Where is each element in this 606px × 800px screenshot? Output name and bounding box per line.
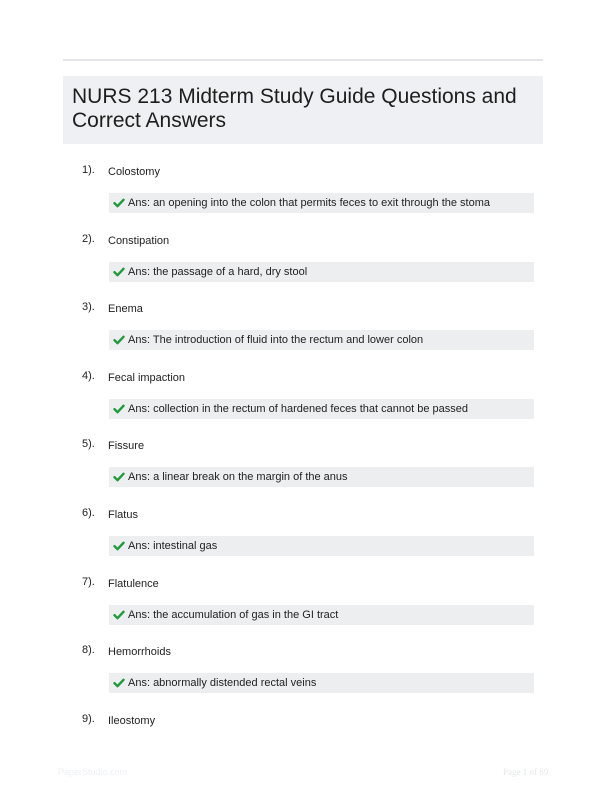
question-term: Constipation xyxy=(108,234,170,247)
question-term: Colostomy xyxy=(108,166,160,178)
question-item xyxy=(0,713,606,773)
answer-box xyxy=(109,605,534,625)
answer-text: Ans: abnormally distended rectal veins xyxy=(128,677,317,690)
question-item xyxy=(0,576,606,636)
answer-box xyxy=(109,193,534,213)
check-icon xyxy=(113,266,125,278)
check-icon xyxy=(113,334,125,346)
question-number: 4). xyxy=(82,369,95,382)
answer-text: Ans: an opening into the colon that permits feces to exit through the stoma xyxy=(128,197,490,209)
question-term: Ileostomy xyxy=(108,714,156,727)
check-icon xyxy=(113,609,125,621)
question-term: Enema xyxy=(108,303,143,316)
question-term: Flatus xyxy=(108,509,138,521)
answer-box xyxy=(109,536,534,556)
document-title: NURS 213 Midterm Study Guide Questions and Correct Answers xyxy=(72,85,517,132)
answer-text: Ans: the accumulation of gas in the GI tract xyxy=(128,608,339,621)
answer-box xyxy=(109,330,534,350)
top-rule xyxy=(63,59,543,61)
answer-text: Ans: intestinal gas xyxy=(128,540,218,552)
check-icon xyxy=(113,197,125,209)
question-number: 2). xyxy=(82,232,95,245)
check-icon xyxy=(113,471,125,483)
question-number: 8). xyxy=(82,644,95,657)
question-item xyxy=(0,164,606,224)
question-term: Hemorrhoids xyxy=(108,646,171,659)
footer-page-number: Page 1 of 69 xyxy=(503,767,549,777)
question-term: Fissure xyxy=(108,440,145,453)
answer-box xyxy=(109,673,534,693)
answer-text: Ans: collection in the rectum of hardened feces that cannot be passed xyxy=(128,402,468,415)
question-number: 1). xyxy=(82,164,95,176)
question-item xyxy=(0,438,606,498)
title-box xyxy=(63,76,543,144)
question-item xyxy=(0,370,606,430)
check-icon xyxy=(113,540,125,552)
question-term: Fecal impaction xyxy=(108,371,186,384)
check-icon xyxy=(113,677,125,689)
question-number: 9). xyxy=(82,712,95,725)
check-icon xyxy=(113,403,125,415)
answer-text: Ans: The introduction of fluid into the rectum and lower colon xyxy=(128,334,424,347)
question-number: 5). xyxy=(82,438,95,451)
answer-text: Ans: a linear break on the margin of the anus xyxy=(128,471,348,484)
question-number: 7). xyxy=(82,575,95,588)
answer-box xyxy=(109,262,534,282)
question-item xyxy=(0,233,606,293)
answer-box xyxy=(109,399,534,419)
question-number: 6). xyxy=(82,507,95,519)
question-item xyxy=(0,644,606,704)
question-item xyxy=(0,301,606,361)
question-item xyxy=(0,507,606,567)
footer-site: PaperStudio.com xyxy=(58,767,128,777)
question-number: 3). xyxy=(82,301,95,314)
answer-text: Ans: the passage of a hard, dry stool xyxy=(128,265,308,278)
answer-box xyxy=(109,467,534,487)
question-term: Flatulence xyxy=(108,577,159,590)
